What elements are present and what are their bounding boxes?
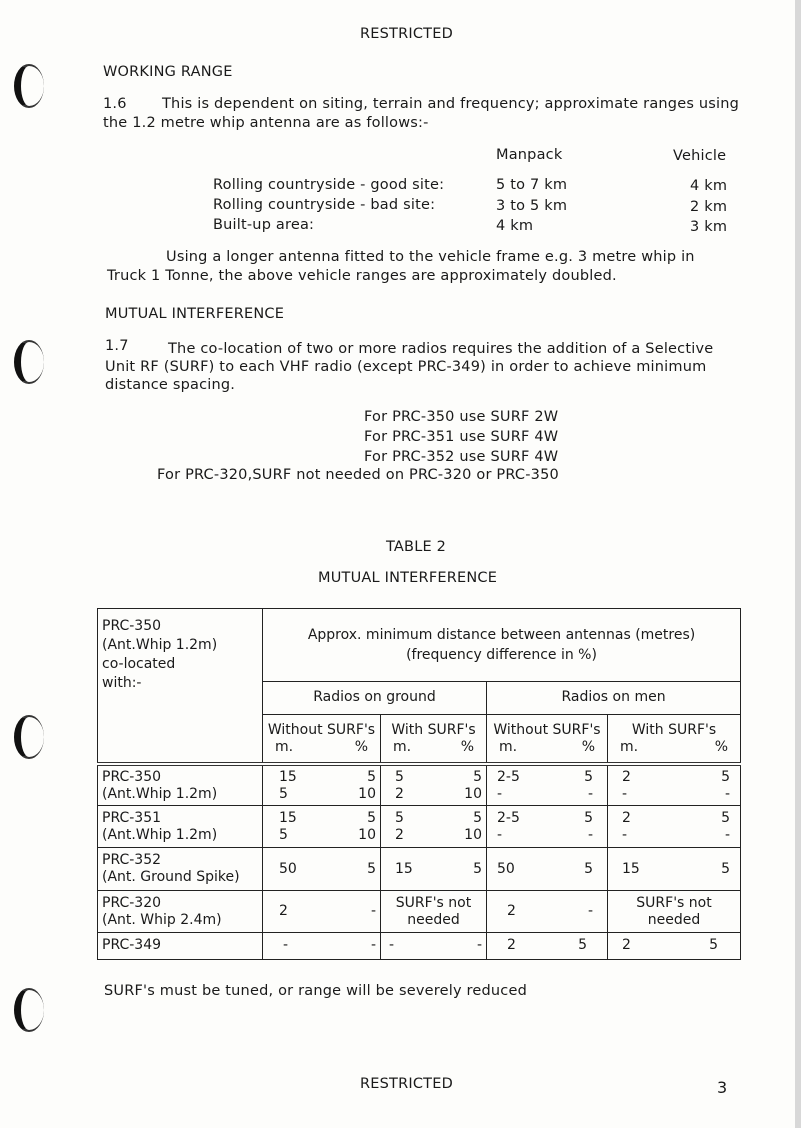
header-line: Approx. minimum distance between antennas (metres) xyxy=(307,626,696,643)
section-heading-mutual: MUTUAL INTERFERENCE xyxy=(105,306,285,322)
range-vehicle: 2 km xyxy=(690,199,728,215)
group-header-ground: Radios on ground xyxy=(263,681,487,714)
surf-line: For PRC-320,SURF not needed on PRC-320 or PRC-350 xyxy=(157,467,559,483)
row-name-cell xyxy=(98,932,263,959)
cell-value: 2 xyxy=(622,768,631,785)
cell-value: - xyxy=(381,932,434,959)
row-name-cell xyxy=(98,764,263,806)
subheader-with-surf xyxy=(381,714,487,764)
para-text: The co-location of two or more radios requires the addition of a Selective xyxy=(168,341,714,357)
cell-value: 5 xyxy=(671,932,741,959)
cell-value: 2 xyxy=(487,932,553,959)
binder-hole xyxy=(14,340,44,384)
cell-value: SURF's not xyxy=(395,894,472,911)
corner-line: PRC-350 xyxy=(102,618,162,634)
cell-value: 10 xyxy=(464,785,482,802)
cell-value: 2 xyxy=(608,932,671,959)
corner-line: with:- xyxy=(102,675,142,691)
table-main-header xyxy=(263,609,741,682)
cell-value: 15 xyxy=(381,847,434,891)
range-manpack: 4 km xyxy=(496,218,534,234)
cell-value: 2 xyxy=(395,826,404,843)
cell-value: - xyxy=(587,826,593,843)
subheader-with-surf xyxy=(608,714,741,764)
unit-m: m. xyxy=(275,738,294,755)
cell-value: 15 xyxy=(279,809,297,826)
cell-value: - xyxy=(263,932,329,959)
range-manpack: 5 to 7 km xyxy=(496,177,568,193)
para-number: 1.7 xyxy=(105,338,129,354)
cell-value: needed xyxy=(407,911,460,928)
row-name-cell xyxy=(98,891,263,933)
cell-value: 2 xyxy=(622,809,631,826)
cell-value: needed xyxy=(647,911,701,928)
table-row xyxy=(98,932,741,959)
group-header-men: Radios on men xyxy=(487,681,741,714)
page-edge-shadow xyxy=(795,0,801,1128)
cell-value: 5 xyxy=(367,768,376,785)
cell-value: - xyxy=(587,785,593,802)
row-name: PRC-351 xyxy=(102,809,162,826)
binder-hole xyxy=(14,988,44,1032)
cell-value: 5 xyxy=(434,847,487,891)
cell-value: 10 xyxy=(358,826,376,843)
unit-m: m. xyxy=(499,738,518,755)
surf-not-needed-cell xyxy=(608,891,741,933)
cell-value: 5 xyxy=(395,768,404,785)
cell-value: 5 xyxy=(584,809,593,826)
unit-m: m. xyxy=(393,738,412,755)
unit-pct: % xyxy=(581,738,595,755)
cell-value: 5 xyxy=(279,826,288,843)
row-name: PRC-350 xyxy=(102,768,162,785)
table-corner-cell xyxy=(98,609,263,765)
cell-value: 2 xyxy=(395,785,404,802)
binder-hole xyxy=(14,64,44,108)
table-subtitle: MUTUAL INTERFERENCE xyxy=(318,570,498,586)
range-vehicle: 4 km xyxy=(690,178,728,194)
binder-hole xyxy=(14,715,44,759)
para-number: 1.6 xyxy=(103,96,127,112)
para-text: distance spacing. xyxy=(105,377,236,393)
row-name: (Ant. Whip 2.4m) xyxy=(102,911,222,928)
para-text: the 1.2 metre whip antenna are as follows:- xyxy=(103,115,429,131)
surf-not-needed-cell xyxy=(381,891,487,933)
cell-value: 5 xyxy=(553,847,608,891)
col-manpack: Manpack xyxy=(496,147,563,163)
cell-value: 15 xyxy=(279,768,297,785)
range-label: Rolling countryside - good site: xyxy=(213,177,445,193)
table-row xyxy=(98,847,741,891)
cell-value: - xyxy=(553,891,608,933)
row-name: PRC-349 xyxy=(102,937,162,954)
corner-line: co-located xyxy=(102,656,176,672)
range-manpack: 3 to 5 km xyxy=(496,198,568,214)
sub-label: With SURF's xyxy=(631,721,717,738)
cell-value: 5 xyxy=(395,809,404,826)
cell-value: - xyxy=(622,826,628,843)
row-name-cell xyxy=(98,847,263,891)
row-name: (Ant. Ground Spike) xyxy=(102,869,240,886)
cell-value: 2-5 xyxy=(497,768,520,785)
cell-value: 5 xyxy=(279,785,288,802)
cell-value: 10 xyxy=(464,826,482,843)
sub-label: With SURF's xyxy=(391,721,476,738)
table-row xyxy=(98,806,741,848)
unit-pct: % xyxy=(714,738,729,755)
header-line: (frequency difference in %) xyxy=(406,646,597,663)
cell-value: - xyxy=(497,785,503,802)
note-text: Using a longer antenna fitted to the vehicle frame e.g. 3 metre whip in xyxy=(166,249,695,265)
unit-pct: % xyxy=(354,738,368,755)
surf-line: For PRC-351 use SURF 4W xyxy=(364,429,559,445)
table-title: TABLE 2 xyxy=(386,539,447,555)
cell-value: 2-5 xyxy=(497,809,520,826)
cell-value: 10 xyxy=(358,785,376,802)
table-row xyxy=(98,891,741,933)
row-name: (Ant.Whip 1.2m) xyxy=(102,785,218,802)
unit-m: m. xyxy=(620,738,639,755)
cell-value: 5 xyxy=(329,847,381,891)
range-label: Built-up area: xyxy=(213,217,315,233)
cell-value: SURF's not xyxy=(636,894,712,911)
row-name-cell xyxy=(98,806,263,848)
col-vehicle: Vehicle xyxy=(673,148,727,164)
para-text: Unit RF (SURF) to each VHF radio (except PRC-349) in order to achieve minimum xyxy=(105,359,707,375)
cell-value: 5 xyxy=(553,932,608,959)
page-footer: RESTRICTED xyxy=(360,1076,453,1092)
cell-value: 5 xyxy=(584,768,593,785)
cell-value: - xyxy=(329,932,381,959)
page-number: 3 xyxy=(717,1078,728,1097)
subheader-without-surf xyxy=(487,714,608,764)
cell-value: 2 xyxy=(487,891,553,933)
page-header: RESTRICTED xyxy=(360,26,453,42)
range-label: Rolling countryside - bad site: xyxy=(213,197,436,213)
section-heading-working-range: WORKING RANGE xyxy=(103,64,233,80)
cell-value: 15 xyxy=(608,847,671,891)
cell-value: 5 xyxy=(671,847,741,891)
para-text: This is dependent on siting, terrain and frequency; approximate ranges using xyxy=(162,96,740,112)
table-row xyxy=(98,764,741,806)
footnote: SURF's must be tuned, or range will be severely reduced xyxy=(104,983,528,999)
row-name: (Ant.Whip 1.2m) xyxy=(102,826,218,843)
cell-value: 2 xyxy=(263,891,329,933)
mutual-interference-table xyxy=(97,608,741,960)
row-name: PRC-352 xyxy=(102,852,162,869)
cell-value: 50 xyxy=(263,847,329,891)
cell-value: 5 xyxy=(721,809,731,826)
cell-value: - xyxy=(434,932,487,959)
surf-line: For PRC-352 use SURF 4W xyxy=(364,449,559,465)
range-vehicle: 3 km xyxy=(690,219,728,235)
corner-line: (Ant.Whip 1.2m) xyxy=(102,637,218,653)
sub-label: Without SURF's xyxy=(267,721,376,738)
cell-value: 50 xyxy=(487,847,553,891)
unit-pct: % xyxy=(460,738,474,755)
subheader-without-surf xyxy=(263,714,381,764)
note-text: Truck 1 Tonne, the above vehicle ranges are approximately doubled. xyxy=(107,268,617,284)
row-name: PRC-320 xyxy=(102,894,162,911)
cell-value: - xyxy=(497,826,503,843)
cell-value: 5 xyxy=(473,809,482,826)
cell-value: 5 xyxy=(367,809,376,826)
cell-value: 5 xyxy=(473,768,482,785)
cell-value: - xyxy=(724,785,731,802)
sub-label: Without SURF's xyxy=(493,721,601,738)
cell-value: - xyxy=(329,891,381,933)
surf-line: For PRC-350 use SURF 2W xyxy=(364,409,559,425)
cell-value: - xyxy=(724,826,731,843)
cell-value: - xyxy=(622,785,628,802)
cell-value: 5 xyxy=(721,768,731,785)
